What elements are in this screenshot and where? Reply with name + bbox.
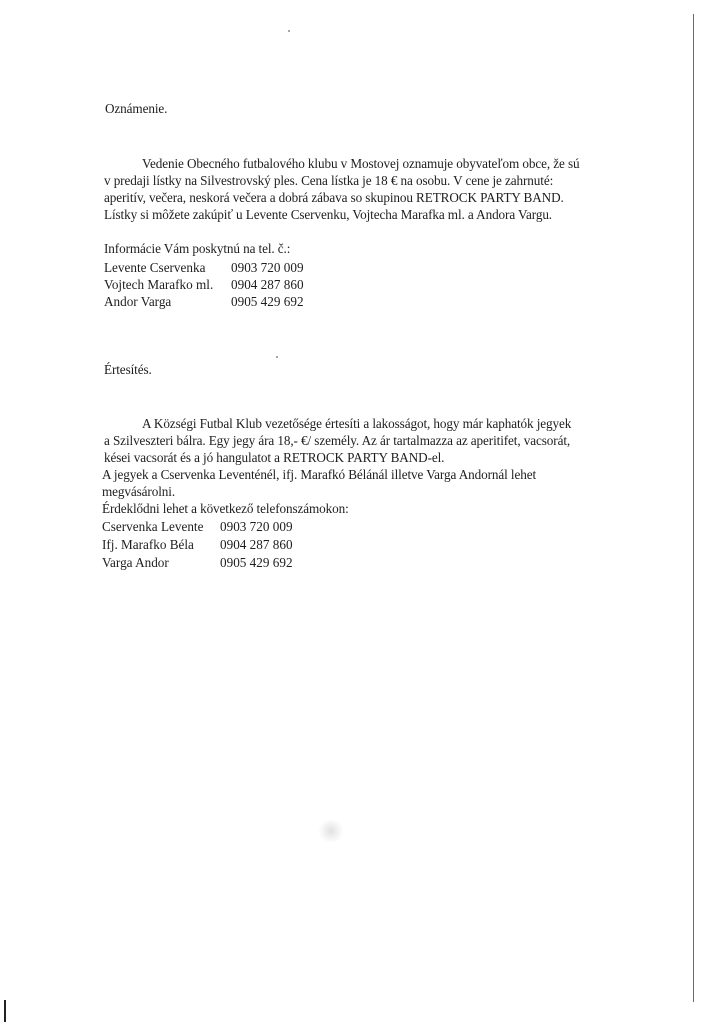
slovak-info-line: Informácie Vám poskytnú na tel. č.: xyxy=(104,241,291,256)
slovak-heading: Oznámenie. xyxy=(105,101,168,116)
hungarian-paragraph-line-6: Érdeklődni lehet a következő telefonszámokon: xyxy=(102,501,349,516)
contact-name: Ifj. Marafko Béla xyxy=(102,537,194,552)
slovak-paragraph-line-1: Vedenie Obecného futbalového klubu v Mostovej oznamuje obyvateľom obce, že sú xyxy=(142,156,580,171)
scan-smudge xyxy=(318,820,344,842)
slovak-paragraph-line-3: aperitív, večera, neskorá večera a dobrá zábava so skupinou RETROCK PARTY BAND. xyxy=(104,190,564,205)
hungarian-paragraph-line-2: a Szilveszteri bálra. Egy jegy ára 18,- €/ személy. Az ár tartalmazza az aperitifet, vacsorát, xyxy=(104,433,571,448)
contact-name: Andor Varga xyxy=(104,294,172,309)
hungarian-heading: Értesítés. xyxy=(104,362,152,377)
contact-phone: 0905 429 692 xyxy=(220,555,293,570)
contact-name: Cservenka Levente xyxy=(102,519,204,534)
scan-speck xyxy=(288,30,290,32)
scan-speck xyxy=(276,356,278,358)
slovak-paragraph-line-4: Lístky si môžete zakúpiť u Levente Cservenku, Vojtecha Marafka ml. a Andora Vargu. xyxy=(104,207,553,222)
contact-phone: 0905 429 692 xyxy=(231,294,304,309)
hungarian-paragraph-line-3: kései vacsorát és a jó hangulatot a RETROCK PARTY BAND-el. xyxy=(104,450,445,465)
contact-name: Vojtech Marafko ml. xyxy=(104,277,214,292)
contact-phone: 0903 720 009 xyxy=(231,260,304,275)
contact-name: Levente Cservenka xyxy=(104,260,206,275)
contact-phone: 0904 287 860 xyxy=(231,277,304,292)
scan-edge-line xyxy=(693,14,694,1002)
hungarian-paragraph-line-1: A Községi Futbal Klub vezetősége értesíti a lakosságot, hogy már kaphatók jegyek xyxy=(142,416,572,431)
contact-name: Varga Andor xyxy=(102,555,169,570)
scan-edge-mark xyxy=(4,1000,6,1022)
contact-phone: 0904 287 860 xyxy=(220,537,293,552)
slovak-paragraph-line-2: v predaji lístky na Silvestrovský ples. Cena lístka je 18 € na osobu. V cene je zahrnuté: xyxy=(104,173,554,188)
hungarian-paragraph-line-4: A jegyek a Cservenka Leventénél, ifj. Marafkó Bélánál illetve Varga Andornál lehet xyxy=(102,467,537,482)
contact-phone: 0903 720 009 xyxy=(220,519,293,534)
hungarian-paragraph-line-5: megvásárolni. xyxy=(102,484,176,499)
